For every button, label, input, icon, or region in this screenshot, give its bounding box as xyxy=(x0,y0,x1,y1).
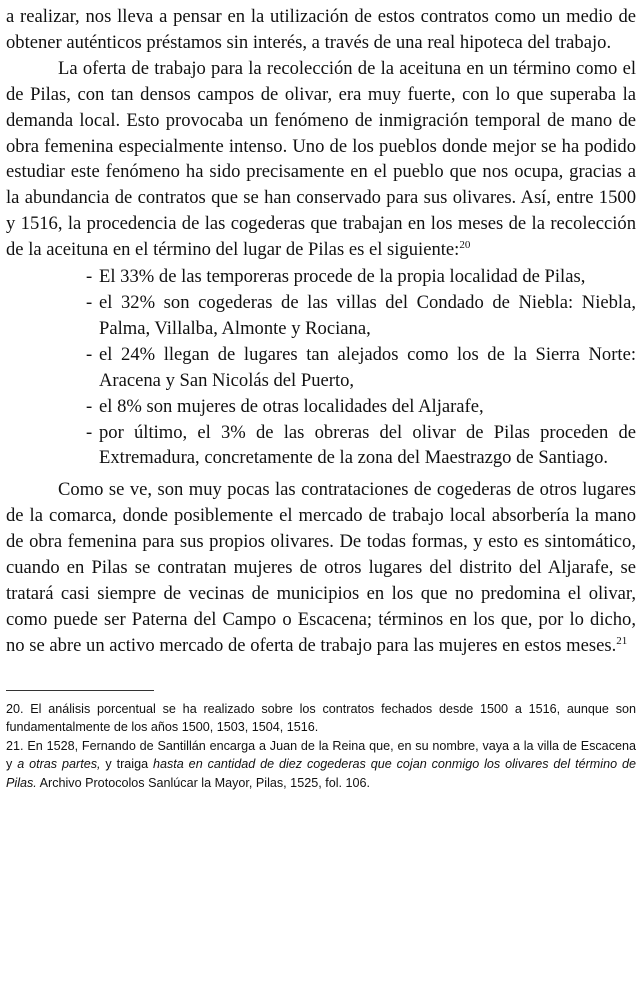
dash-marker: - xyxy=(86,343,93,365)
list-item-text: por último, el 3% de las obreras del olivar de Pilas proceden de Extremadura, concretamente de la zona del Maestrazgo de Santiago. xyxy=(99,421,636,469)
footnotes xyxy=(6,700,636,793)
footnote-20: 20. El análisis porcentual se ha realizado sobre los contratos fechados desde 1500 a 1516, aunque son fundamentalmente de los años 1500, 1503, 1504, 1516. xyxy=(6,701,636,735)
list-item-text: El 33% de las temporeras procede de la propia localidad de Pilas, xyxy=(99,266,586,288)
paragraph-intro-continued: a realizar, nos lleva a pensar en la utilización de estos contratos como un medio de obtener auténticos préstamos sin interés, a través de una real hipoteca del trabajo. xyxy=(6,6,636,53)
footnote-21-italic: a otras partes, xyxy=(17,757,101,772)
paragraph-local-market-text: Como se ve, son muy pocas las contrataciones de cogederas de otros lugares de la comarca, donde posiblemente el mercado de trabajo local absorbería la mano de obra femenina para sus propios olivares. De todas formas, y esto es sintomático, cuando en Pilas se contratan mujeres de otros lugares del distrito del Aljarafe, se tratará casi siempre de vecinas de municipios en los que no predomina el olivar, como puede ser Paterna del Campo o Escacena; términos en los que, por lo dicho, no se abre un activo mercado de oferta de trabajo para las mujeres en estos meses. xyxy=(6,479,636,656)
dash-marker: - xyxy=(86,421,93,443)
footnote-ref-21[interactable]: 21 xyxy=(616,634,628,647)
document-page xyxy=(6,4,636,793)
list-item-niebla xyxy=(86,290,636,342)
footnote-21-part: y traiga xyxy=(100,757,153,772)
list-item-extremadura xyxy=(86,420,636,472)
paragraph-local-market xyxy=(6,477,636,658)
list-item-text: el 32% son cogederas de las villas del Condado de Niebla: Niebla, Palma, Villalba, Almonte y Rociana, xyxy=(99,291,636,339)
dash-marker: - xyxy=(86,266,93,288)
list-item-text: el 8% son mujeres de otras localidades del Aljarafe, xyxy=(99,395,484,417)
list-item-text: el 24% llegan de lugares tan alejados como los de la Sierra Norte: Aracena y San Nicolás del Puerto, xyxy=(99,343,636,391)
footnote-21-part: 21. En 1528, Fernando de Santillán encarga a Juan de la Reina que, en su nombre, vaya a la villa de Escacena y xyxy=(6,738,636,772)
origin-percentages-list xyxy=(6,264,636,471)
list-item-sierra-norte xyxy=(86,342,636,394)
footnote-21 xyxy=(6,737,636,793)
footnote-ref-20[interactable]: 20 xyxy=(459,238,471,251)
dash-marker: - xyxy=(86,395,93,417)
list-item-aljarafe xyxy=(86,394,636,420)
footnote-21-source: Archivo Protocolos Sanlúcar la Mayor, Pilas, 1525, fol. 106. xyxy=(36,776,371,791)
paragraph-olive-harvest xyxy=(6,56,636,263)
dash-marker: - xyxy=(86,291,93,313)
footnote-21-quote: hasta en cantidad de diez cogederas que cojan conmigo los olivares del término de Pilas. xyxy=(6,757,636,791)
paragraph-olive-harvest-text: La oferta de trabajo para la recolección de la aceituna en un término como el de Pilas, con tan densos campos de olivar, era muy fuerte, con lo que superaba la demanda local. Esto provocaba un fenómeno de inmigración temporal de mano de obra femenina especialmente intenso. Uno de los pueblos donde mejor se ha podido estudiar este fenómeno ha sido precisamente en el pueblo que nos ocupa, gracias a la abundancia de contratos que se han conservado para sus olivares. Así, entre 1500 y 1516, la procedencia de las cogederas que trabajan en los meses de la recolección de la aceituna en el término del lugar de Pilas es el siguiente: xyxy=(6,57,636,261)
footnote-separator xyxy=(6,690,154,691)
list-item-pilas xyxy=(86,264,636,290)
